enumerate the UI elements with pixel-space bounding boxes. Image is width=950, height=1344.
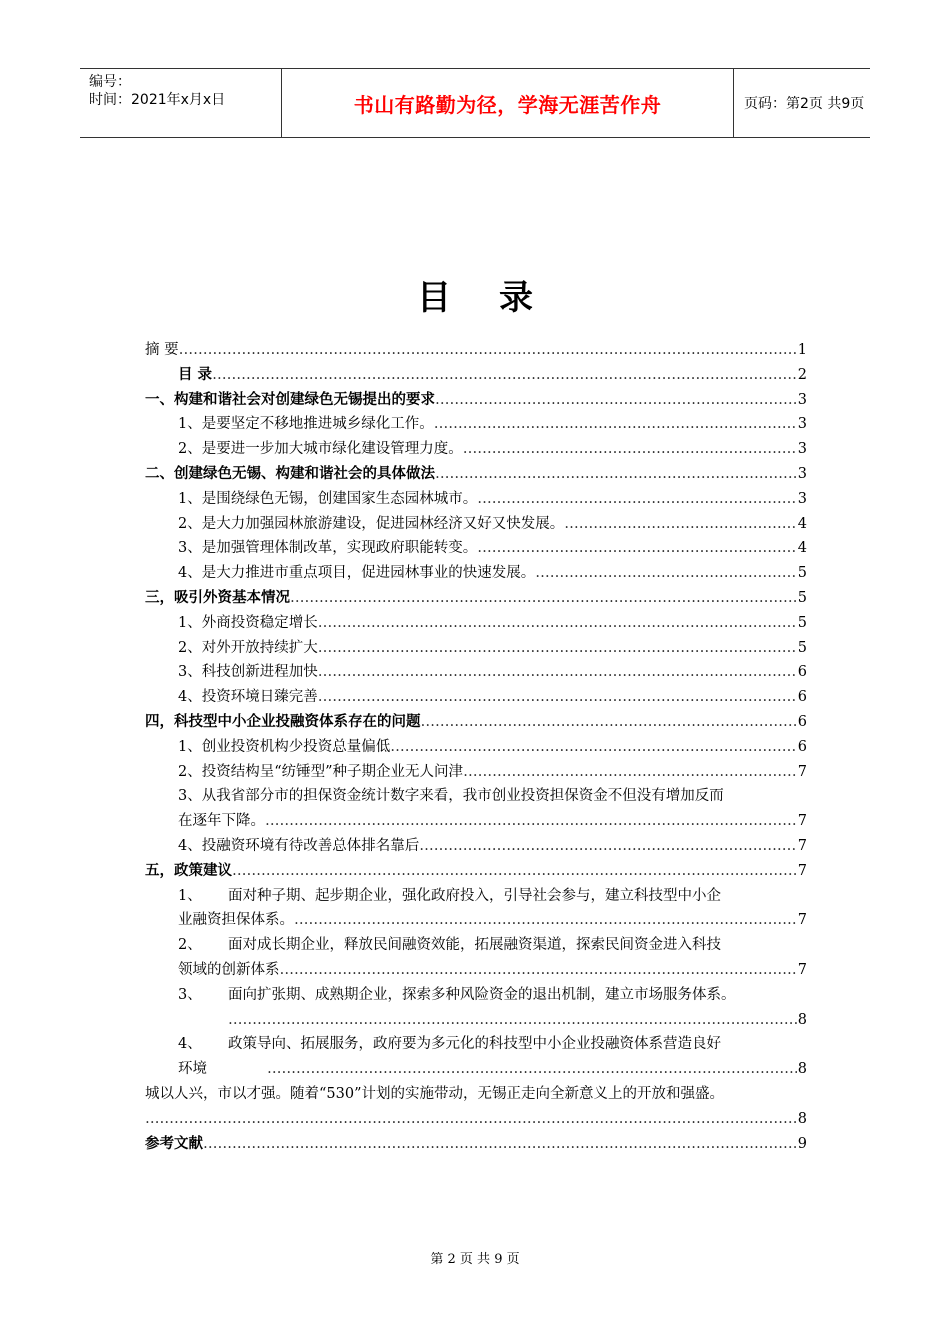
toc-page-number: 5 (797, 639, 807, 656)
document-date-label: 时间：2021年x月x日 (89, 92, 226, 108)
header-motto-cell (281, 69, 734, 137)
toc-entry-wrapped (145, 784, 807, 834)
leader-dots (535, 561, 797, 586)
toc-entry (145, 611, 807, 636)
header-page-number: 页码：第2页 共9页 (744, 96, 865, 112)
toc-entry-line (178, 1032, 807, 1057)
toc-entry-title: 面向扩张期、成熟期企业，探索多种风险资金的退出机制，建立市场服务体系。 (228, 986, 736, 1003)
toc-entry-line (178, 933, 807, 958)
toc-page-number: 2 (797, 366, 807, 383)
leader-dots (318, 660, 797, 685)
leader-dots (421, 710, 797, 735)
toc-entry (145, 586, 807, 611)
toc-entry (145, 760, 807, 785)
toc-entry-title: 三，吸引外资基本情况 (145, 588, 290, 606)
toc-entry-line (145, 1107, 807, 1132)
toc-entry-line: 城以人兴，市以才强。随着“530”计划的实施带动，无锡正走向全新意义上的开放和强盛。 (145, 1085, 724, 1102)
toc-entry-number: 2、 (178, 937, 202, 954)
leader-dots (564, 512, 797, 537)
toc-entry-number: 3、 (178, 986, 202, 1003)
toc-entry-number: 1、 (178, 887, 202, 904)
toc-entry (145, 536, 807, 561)
toc-page-number: 6 (797, 689, 807, 706)
toc-page-number: 3 (797, 465, 807, 482)
toc-entry: 4、投融资环境有待改善总体排名靠后 …………………………………………………………………………………………………………………………………………………………………… 7 (145, 834, 807, 859)
toc-entry-title: 3、是加强管理体制改革，实现政府职能转变。 (178, 540, 478, 557)
leader-dots (212, 363, 797, 388)
toc-page-number: 6 (797, 664, 807, 681)
toc-page-number: 4 (797, 515, 807, 532)
toc-entry (145, 685, 807, 710)
leader-dots (419, 834, 797, 859)
toc-entry (145, 710, 807, 735)
toc-page-number: 8 (797, 1061, 807, 1078)
header-motto: 书山有路勤为径，学海无涯苦作舟 (353, 92, 662, 117)
toc-entry (145, 363, 807, 388)
toc-entry-title: 一、构建和谐社会对创建绿色无锡提出的要求 (145, 390, 435, 408)
toc-entry-references: 参考文献 …………………………………………………………………………………………………………………………………………………………………… 9 (145, 1132, 807, 1157)
toc-page-number: 8 (797, 1011, 807, 1028)
leader-dots (318, 685, 797, 710)
toc-entry: 五，政策建议 …………………………………………………………………………………………………………………………………………………………………… 7 (145, 859, 807, 884)
toc-page-number: 1 (797, 342, 807, 358)
toc-entry-title: 目 录 (178, 365, 213, 383)
toc-entry (145, 388, 807, 413)
leader-dots (318, 611, 797, 636)
toc-entry (145, 512, 807, 537)
leader-dots (463, 437, 797, 462)
leader-dots (294, 908, 797, 933)
leader-dots (203, 1132, 797, 1157)
toc-entry-title: 2、投资结构呈“纺锤型”种子期企业无人问津 (178, 763, 464, 780)
toc-policy-entry (145, 933, 807, 983)
toc-page-number: 3 (797, 490, 807, 507)
toc-page-number: 3 (797, 416, 807, 433)
toc-entry-title: 面对成长期企业，释放民间融资效能，拓展融资渠道，探索民间资金进入科技 (228, 937, 721, 954)
toc-entry-line: 3、从我省部分市的担保资金统计数字来看，我市创业投资担保资金不但没有增加反而 (178, 788, 724, 805)
toc-entry-title-cont: 环境 (178, 1061, 207, 1078)
document-number-label: 编号： (89, 74, 131, 90)
leader-dots (290, 586, 797, 611)
toc-page-number: 7 (797, 862, 807, 879)
toc-page-number: 4 (797, 540, 807, 557)
leader-dots (179, 338, 797, 363)
toc-entry-title: 3、科技创新进程加快 (178, 664, 318, 681)
toc-policy-entry (145, 983, 807, 1033)
toc-entry-title: 2、对外开放持续扩大 (178, 639, 318, 656)
toc-entry-title: 4、是大力推进市重点项目，促进园林事业的快速发展。 (178, 565, 536, 582)
toc-page-number: 9 (797, 1135, 807, 1152)
toc-entry-title-cont: 领域的创新体系 (178, 961, 280, 978)
leader-dots (280, 958, 797, 983)
toc-page-number: 6 (797, 713, 807, 730)
toc-page-number: 3 (797, 441, 807, 458)
leader-dots (477, 487, 797, 512)
toc-entry (145, 660, 807, 685)
toc-entry-line (178, 908, 807, 933)
toc-page-number: 7 (797, 813, 807, 830)
toc-entry-title: 四，科技型中小企业投融资体系存在的问题 (145, 712, 421, 730)
leader-dots (228, 1008, 797, 1033)
toc-entry-title: 1、是要坚定不移地推进城乡绿化工作。 (178, 416, 434, 433)
leader-dots (477, 536, 797, 561)
toc-page-number: 6 (797, 738, 807, 755)
toc-page-number: 3 (797, 391, 807, 408)
leader-dots (390, 735, 797, 760)
toc-page-number: 5 (797, 614, 807, 631)
toc-entry-line: 在逐年下降。 …………………………………………………………………………………………………………………………………………………………………… 7 (178, 809, 807, 834)
leader-dots (145, 1107, 797, 1132)
toc-page-number: 7 (797, 961, 807, 978)
page-header (80, 68, 870, 138)
table-of-contents (145, 338, 807, 1156)
leader-dots (435, 388, 797, 413)
toc-page-number: 8 (797, 1110, 807, 1127)
leader-dots (267, 1057, 797, 1082)
page-footer: 第 2 页 共 9 页 (430, 1252, 520, 1267)
toc-entry-line (178, 983, 807, 1008)
page-title: 目录 (417, 278, 581, 318)
toc-entry (145, 487, 807, 512)
toc-entry-line (178, 1008, 807, 1033)
toc-page-number: 7 (797, 837, 807, 854)
toc-entry-number: 4、 (178, 1036, 202, 1053)
toc-entry-title: 1、外商投资稳定增长 (178, 614, 318, 631)
toc-entry-title-cont: 业融资担保体系。 (178, 912, 294, 929)
toc-entry-line (178, 884, 807, 909)
toc-page-number: 5 (797, 565, 807, 582)
header-meta (80, 69, 281, 137)
leader-dots (318, 636, 797, 661)
leader-dots (435, 462, 797, 487)
toc-policy-rows (145, 884, 807, 1082)
toc-entry (145, 561, 807, 586)
toc-entry (145, 636, 807, 661)
toc-entry-title: 面对种子期、起步期企业，强化政府投入，引导社会参与，建立科技型中小企 (228, 887, 721, 904)
toc-policy-entry (145, 1032, 807, 1082)
toc-entry-title: 2、是大力加强园林旅游建设，促进园林经济又好又快发展。 (178, 515, 565, 532)
leader-dots (434, 412, 797, 437)
toc-entry (145, 462, 807, 487)
toc-entry-title: 政策导向、拓展服务，政府要为多元化的科技型中小企业投融资体系营造良好 (228, 1036, 721, 1053)
toc-entry-title: 二、创建绿色无锡、构建和谐社会的具体做法 (145, 464, 435, 482)
toc-entry-title: 1、创业投资机构少投资总量偏低 (178, 738, 391, 755)
toc-page-number: 7 (797, 763, 807, 780)
toc-entry (145, 735, 807, 760)
toc-entry-title: 1、是围绕绿色无锡，创建国家生态园林城市。 (178, 490, 478, 507)
toc-entry (145, 338, 807, 363)
toc-entry-title: 4、投资环境日臻完善 (178, 689, 318, 706)
toc-entry-line (178, 1057, 807, 1082)
toc-policy-entry (145, 884, 807, 934)
leader-dots (265, 809, 797, 834)
toc-entry-title: 2、是要进一步加大城市绿化建设管理力度。 (178, 441, 463, 458)
toc-entry-title: 摘 要 (145, 342, 179, 358)
toc-entry (145, 412, 807, 437)
toc-entry (145, 437, 807, 462)
toc-page-number: 7 (797, 912, 807, 929)
toc-page-number: 5 (797, 589, 807, 606)
toc-entry-line (178, 958, 807, 983)
toc-simple-rows (145, 338, 807, 784)
leader-dots (232, 859, 797, 884)
toc-closing-entry (145, 1082, 807, 1132)
leader-dots (463, 760, 797, 785)
